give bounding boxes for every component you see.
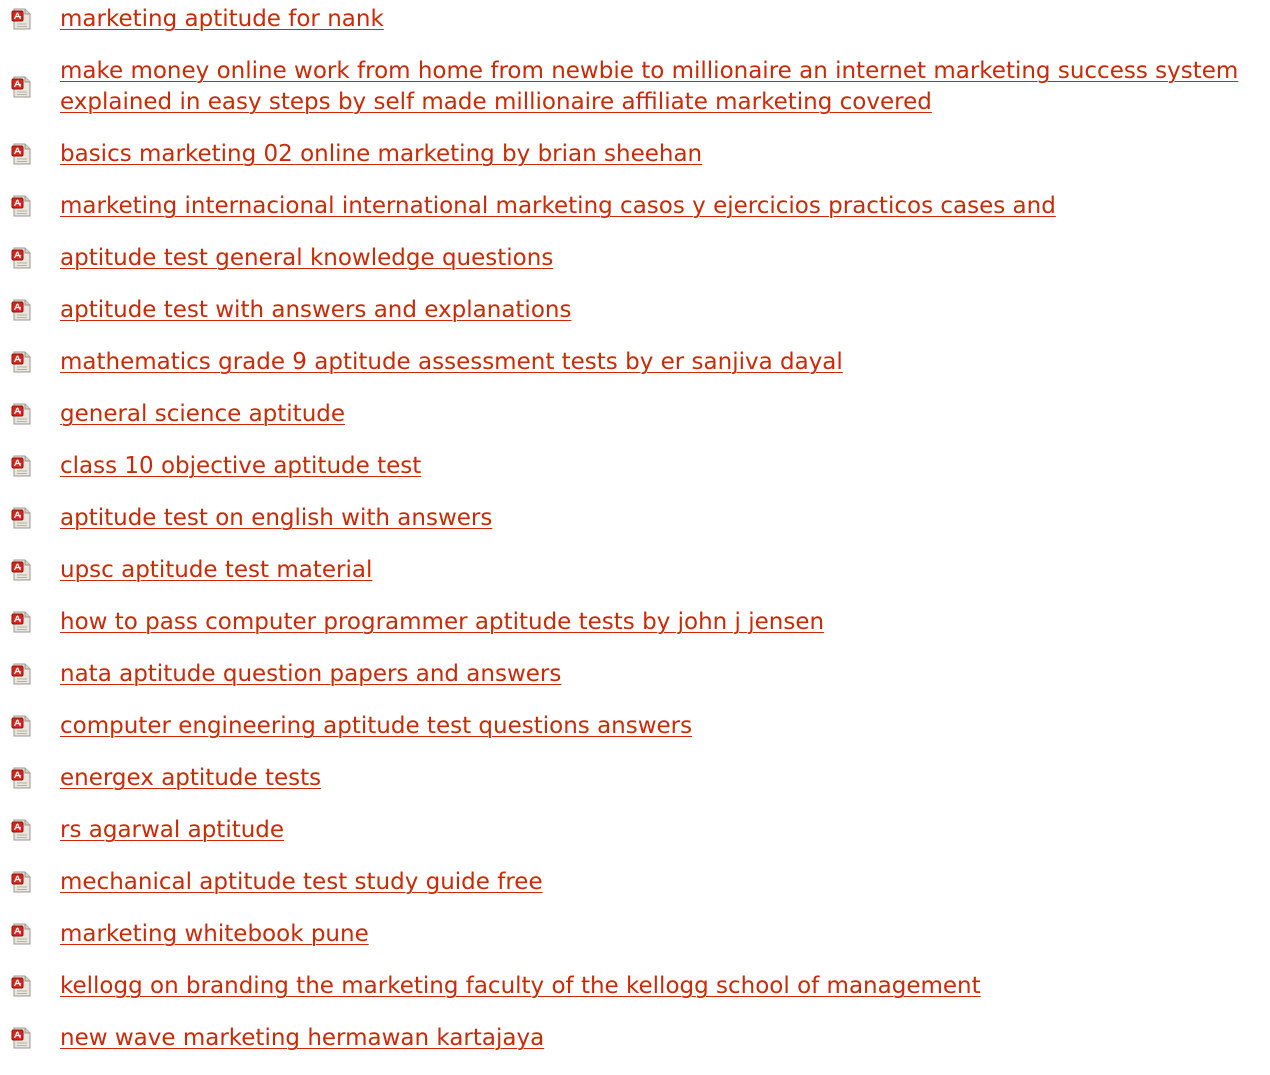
pdf-file-icon (11, 76, 32, 98)
list-item (0, 1023, 1270, 1054)
pdf-file-icon (11, 1027, 32, 1049)
pdf-file-icon (11, 351, 32, 373)
pdf-link[interactable]: how to pass computer programmer aptitude tests by john j jensen (60, 609, 825, 635)
pdf-file-icon (11, 299, 32, 321)
pdf-file-icon (11, 403, 32, 425)
pdf-link[interactable]: nata aptitude question papers and answers (60, 661, 562, 687)
pdf-file-icon (11, 871, 32, 893)
list-item (0, 607, 1270, 638)
pdf-link[interactable]: marketing whitebook pune (60, 921, 369, 947)
list-item (0, 503, 1270, 534)
pdf-link[interactable]: new wave marketing hermawan kartajaya (60, 1025, 545, 1051)
list-item (0, 191, 1270, 222)
pdf-file-icon (11, 715, 32, 737)
list-item (0, 815, 1270, 846)
pdf-link[interactable]: computer engineering aptitude test questions answers (60, 713, 693, 739)
list-item (0, 451, 1270, 482)
pdf-file-icon (11, 507, 32, 529)
pdf-file-icon (11, 923, 32, 945)
list-item (0, 971, 1270, 1002)
pdf-link-list (0, 4, 1270, 1075)
list-item (0, 295, 1270, 326)
pdf-link[interactable]: basics marketing 02 online marketing by brian sheehan (60, 141, 703, 167)
list-item (0, 919, 1270, 950)
pdf-file-icon (11, 559, 32, 581)
pdf-link[interactable]: aptitude test on english with answers (60, 505, 493, 531)
pdf-link[interactable]: rs agarwal aptitude (60, 817, 285, 843)
pdf-link[interactable]: mathematics grade 9 aptitude assessment tests by er sanjiva dayal (60, 349, 843, 375)
list-item (0, 347, 1270, 378)
list-item (0, 4, 1270, 35)
pdf-link[interactable]: general science aptitude (60, 401, 346, 427)
list-item (0, 139, 1270, 170)
list-item (0, 399, 1270, 430)
pdf-file-icon (11, 819, 32, 841)
list-item (0, 243, 1270, 274)
pdf-link[interactable]: marketing aptitude for nank (60, 6, 384, 32)
list-item (0, 555, 1270, 586)
pdf-link[interactable]: mechanical aptitude test study guide free (60, 869, 543, 895)
pdf-file-icon (11, 195, 32, 217)
pdf-link[interactable]: marketing internacional international marketing casos y ejercicios practicos cases and (60, 193, 1056, 219)
pdf-file-icon (11, 975, 32, 997)
pdf-link[interactable]: upsc aptitude test material (60, 557, 373, 583)
list-item (0, 711, 1270, 742)
pdf-link[interactable]: aptitude test with answers and explanations (60, 297, 572, 323)
pdf-file-icon (11, 455, 32, 477)
list-item (0, 763, 1270, 794)
pdf-file-icon (11, 8, 32, 30)
pdf-link[interactable]: aptitude test general knowledge questions (60, 245, 554, 271)
pdf-file-icon (11, 767, 32, 789)
pdf-file-icon (11, 143, 32, 165)
pdf-link[interactable]: kellogg on branding the marketing faculty of the kellogg school of management (60, 973, 981, 999)
pdf-file-icon (11, 663, 32, 685)
pdf-link[interactable]: energex aptitude tests (60, 765, 322, 791)
pdf-link[interactable]: make money online work from home from newbie to millionaire an internet marketing success system explained in easy steps by self made millionaire affiliate marketing covered (60, 58, 1239, 115)
list-item (0, 659, 1270, 690)
pdf-file-icon (11, 611, 32, 633)
list-item (0, 56, 1270, 118)
list-item (0, 867, 1270, 898)
pdf-link[interactable]: class 10 objective aptitude test (60, 453, 422, 479)
pdf-file-icon (11, 247, 32, 269)
